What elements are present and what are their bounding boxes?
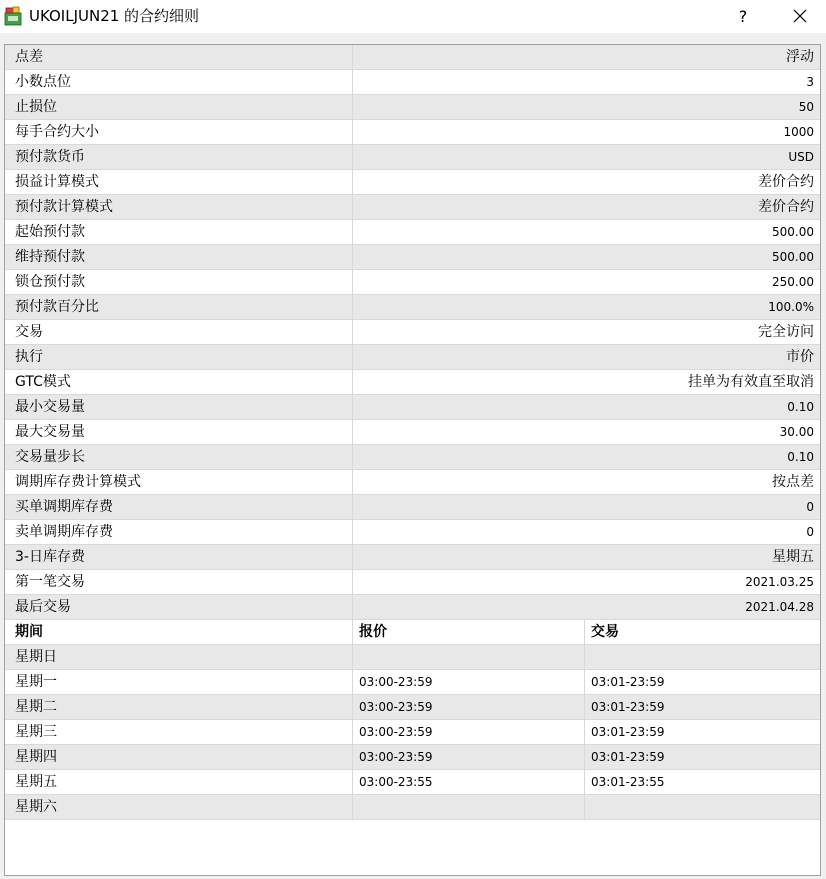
spec-value: 按点差 xyxy=(772,474,814,490)
session-trade-hours: 03:01-23:59 xyxy=(591,675,665,689)
session-row[interactable] xyxy=(5,745,820,770)
close-icon xyxy=(793,9,807,23)
spec-label: 最大交易量 xyxy=(5,420,353,444)
spec-row[interactable] xyxy=(5,395,820,420)
spec-value: 0 xyxy=(806,525,814,539)
spec-label: 执行 xyxy=(5,345,353,369)
spec-label: 第一笔交易 xyxy=(5,570,353,594)
help-button[interactable]: ? xyxy=(738,6,748,26)
spec-label: 损益计算模式 xyxy=(5,170,353,194)
spec-value: 星期五 xyxy=(772,549,814,565)
session-trade-hours xyxy=(585,645,820,669)
spec-row[interactable] xyxy=(5,120,820,145)
session-trade-hours xyxy=(585,795,820,819)
session-quote-hours: 03:00-23:59 xyxy=(353,745,585,769)
spec-value: 浮动 xyxy=(786,49,814,65)
session-quote-hours xyxy=(353,795,585,819)
spec-label: 预付款计算模式 xyxy=(5,195,353,219)
spec-label: 3-日库存费 xyxy=(5,545,353,569)
spec-value: 100.0% xyxy=(768,300,814,314)
terminal-app-icon xyxy=(4,6,22,26)
spec-row[interactable] xyxy=(5,495,820,520)
spec-label: 起始预付款 xyxy=(5,220,353,244)
spec-value: 0.10 xyxy=(787,450,814,464)
spec-label: 预付款货币 xyxy=(5,145,353,169)
spec-label: 锁仓预付款 xyxy=(5,270,353,294)
session-trade-hours: 03:01-23:59 xyxy=(591,725,665,739)
spec-row[interactable] xyxy=(5,520,820,545)
session-day: 星期五 xyxy=(5,770,353,794)
spec-value: 500.00 xyxy=(772,250,814,264)
spec-label: 最后交易 xyxy=(5,595,353,619)
session-quote-hours xyxy=(353,645,585,669)
title-bar[interactable] xyxy=(0,0,826,33)
session-trade-hours: 03:01-23:59 xyxy=(591,750,665,764)
spec-value: 市价 xyxy=(786,349,814,365)
spec-row[interactable] xyxy=(5,370,820,395)
spec-value: 50 xyxy=(798,100,814,114)
session-day: 星期三 xyxy=(5,720,353,744)
spec-label: 交易量步长 xyxy=(5,445,353,469)
spec-row[interactable] xyxy=(5,345,820,370)
spec-value: 2021.03.25 xyxy=(745,575,814,589)
spec-value: 2021.04.28 xyxy=(745,600,814,614)
spec-row[interactable] xyxy=(5,470,820,495)
session-row[interactable] xyxy=(5,720,820,745)
spec-row[interactable] xyxy=(5,70,820,95)
spec-label: 止损位 xyxy=(5,95,353,119)
session-trade-hours: 03:01-23:55 xyxy=(591,775,665,789)
contract-spec-table[interactable] xyxy=(4,44,821,876)
spec-value: 1000 xyxy=(783,125,814,139)
spec-row[interactable] xyxy=(5,195,820,220)
spec-label: 卖单调期库存费 xyxy=(5,520,353,544)
dialog-body xyxy=(0,33,826,879)
spec-label: 交易 xyxy=(5,320,353,344)
spec-value: 挂单为有效直至取消 xyxy=(688,374,814,390)
spec-row[interactable] xyxy=(5,95,820,120)
session-header-row xyxy=(5,620,820,645)
session-quote-hours: 03:00-23:55 xyxy=(353,770,585,794)
spec-value: 500.00 xyxy=(772,225,814,239)
spec-row[interactable] xyxy=(5,445,820,470)
spec-row[interactable] xyxy=(5,595,820,620)
spec-label: 买单调期库存费 xyxy=(5,495,353,519)
column-header-period[interactable]: 期间 xyxy=(5,620,353,644)
spec-row[interactable] xyxy=(5,170,820,195)
spec-row[interactable] xyxy=(5,270,820,295)
session-row[interactable] xyxy=(5,770,820,795)
session-quote-hours: 03:00-23:59 xyxy=(353,670,585,694)
spec-label: 小数点位 xyxy=(5,70,353,94)
close-button[interactable] xyxy=(777,0,823,32)
spec-row[interactable] xyxy=(5,145,820,170)
spec-value: 250.00 xyxy=(772,275,814,289)
spec-value: 差价合约 xyxy=(758,199,814,215)
session-row[interactable] xyxy=(5,645,820,670)
spec-label: GTC模式 xyxy=(5,370,353,394)
spec-value: 0.10 xyxy=(787,400,814,414)
spec-row[interactable] xyxy=(5,45,820,70)
spec-label: 每手合约大小 xyxy=(5,120,353,144)
column-header-trade[interactable]: 交易 xyxy=(591,624,619,640)
session-quote-hours: 03:00-23:59 xyxy=(353,695,585,719)
session-day: 星期二 xyxy=(5,695,353,719)
spec-row[interactable] xyxy=(5,570,820,595)
session-row[interactable] xyxy=(5,670,820,695)
session-day: 星期日 xyxy=(5,645,353,669)
spec-label: 预付款百分比 xyxy=(5,295,353,319)
session-day: 星期六 xyxy=(5,795,353,819)
spec-value: 3 xyxy=(806,75,814,89)
spec-value: 差价合约 xyxy=(758,174,814,190)
spec-value: USD xyxy=(788,150,814,164)
spec-label: 最小交易量 xyxy=(5,395,353,419)
spec-value: 完全访问 xyxy=(758,324,814,340)
spec-row[interactable] xyxy=(5,220,820,245)
session-day: 星期四 xyxy=(5,745,353,769)
window-title: UKOILJUN21 的合约细则 xyxy=(29,7,200,25)
spec-label: 点差 xyxy=(5,45,353,69)
spec-row[interactable] xyxy=(5,320,820,345)
session-trade-hours: 03:01-23:59 xyxy=(591,700,665,714)
spec-value: 30.00 xyxy=(779,425,814,439)
session-row[interactable] xyxy=(5,695,820,720)
session-day: 星期一 xyxy=(5,670,353,694)
session-quote-hours: 03:00-23:59 xyxy=(353,720,585,744)
spec-row[interactable] xyxy=(5,295,820,320)
spec-row[interactable] xyxy=(5,545,820,570)
spec-row[interactable] xyxy=(5,245,820,270)
spec-row[interactable] xyxy=(5,420,820,445)
column-header-quote[interactable]: 报价 xyxy=(353,620,585,644)
spec-label: 维持预付款 xyxy=(5,245,353,269)
session-row[interactable] xyxy=(5,795,820,820)
spec-label: 调期库存费计算模式 xyxy=(5,470,353,494)
spec-value: 0 xyxy=(806,500,814,514)
